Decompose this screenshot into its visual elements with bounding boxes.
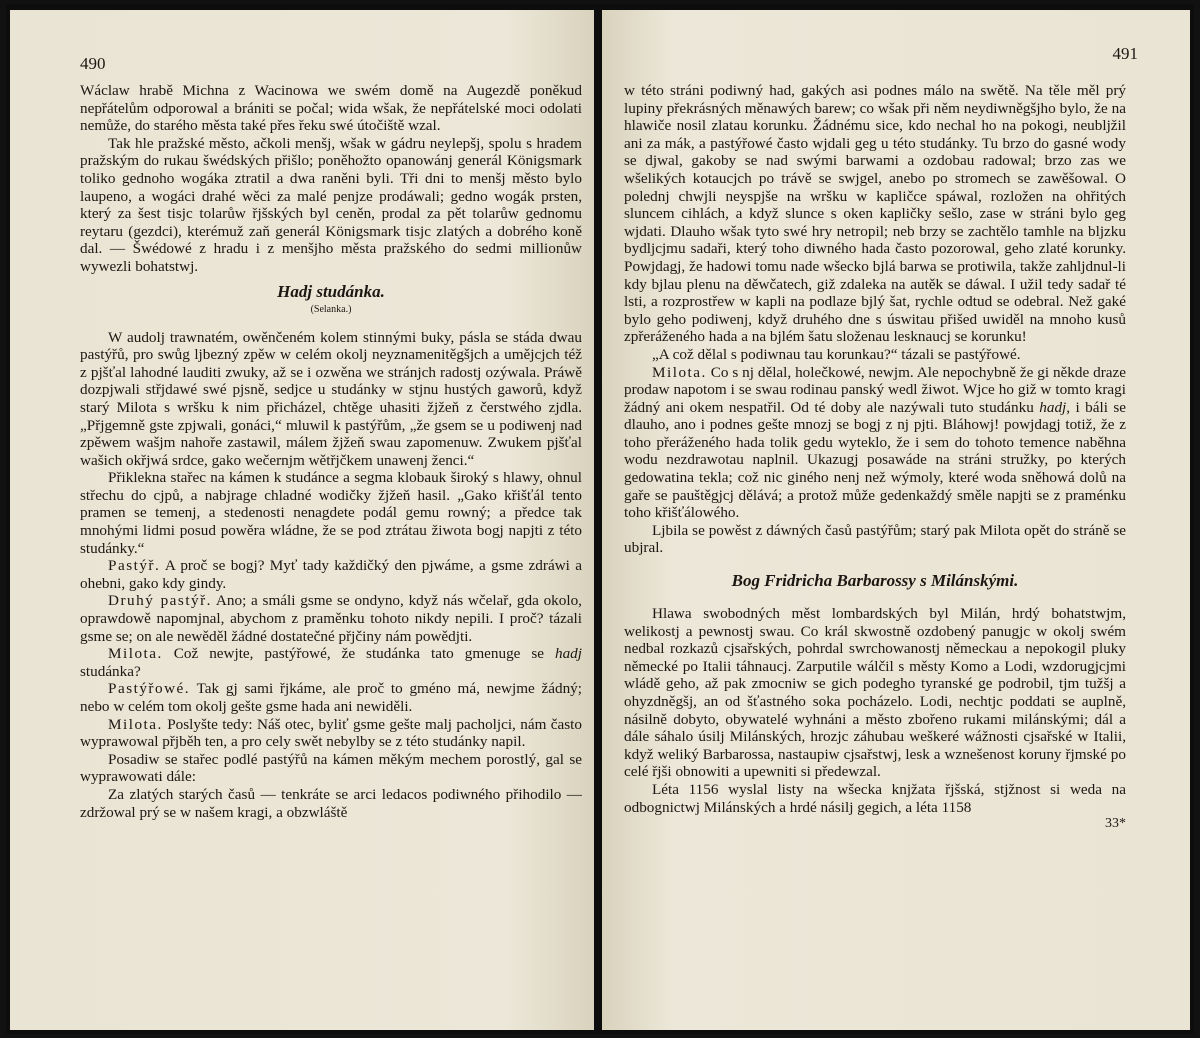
closing-paragraph-2: Za zlatých starých časů — tenkráte se arci ledacos podiwného přihodilo — zdržowal prý se w našem kragi, a obzwláště — [80, 785, 582, 821]
history-paragraph-2: Léta 1156 wyslal listy na wšecka knjžata řjšská, stjžnost si weda na odbognictwj Milánských a hrdé násilj gegich, a léta 1158 — [624, 780, 1126, 816]
closing-paragraph: Posadiw se stařec podlé pastýřů na kámen měkým mechem porostlý, gal se wyprawowati dále: — [80, 750, 582, 786]
dialogue-text: Což newjte, pastýřowé, že studánka tato gmenuge se — [173, 645, 555, 663]
page-number-left: 490 — [80, 54, 106, 73]
speaker-name: Milota. — [652, 363, 707, 381]
intro-paragraph-2: Tak hle pražské město, ačkoli menšj, wšak w gádru neylepšj, spolu s hradem pražským do rukau šwédských přišlo; poněhožto opanowánj generál Königsmark toliko gednoho wogáka ztratil a dwa raněni byli. Tři dni to menšj město bylo laupeno, a wogáci drahé wěci za malé penjze prodáwali; gedno wogák prsten, který za šest tisjc tolarůw řjšských byl ceněn, prodal za pět tolarůw gednomu reytaru (gezdci), kterémuž zaň generál Königsmark tisjc zlatých a dobrého koně dal. — Šwédowé z hradu i z menšjho města pražského do sedmi millionůw wywezli bohatstwj. — [80, 134, 582, 275]
signature-mark: 33* — [1105, 816, 1126, 832]
history-paragraph-1: Hlawa swobodných měst lombardských byl Milán, hrdý bohatstwjm, welikostj a pewnostj swau. Co král skwostně ozdobený panugjc w okolj swém nedbal rozkazů cjsařských, pohrdal swrchowanostj německau a nepokogil pluky německé po Italii táhnaucj. Zarputile wálčil s městy Komo a Lodi, wzdorugjcjmi wládě geho, až pak zmocniw se gich podegho tyranské ge podrobil, tjm tužšj a ohyzdněgšj, an od šťastného soka pocházelo. Lodi, nechtjc poddati se auplně, násilně dobyto, obywatelé wyhnáni a město zbořeno rukami milánskými; dál a dále sáhalo úsilj Milánských, hrozjc záhubau weškeré wážnosti cjsařské w Italii, když weliký Barbarossa, nastaupiw cjsařstwj, lesk a wznešenost koruny řjmské po celé řjši obnowiti a upewniti si předewzal. — [624, 605, 1126, 781]
chapter-subtitle: (Selanka.) — [310, 303, 352, 315]
dialogue-question: „A což dělal s podiwnau tau korunkau?“ tázali se pastýřowé. — [652, 345, 1021, 363]
intro-paragraph-1: Wáclaw hrabě Michna z Wacinowa we swém domě na Augezdě poněkud nepřátelům odporowal a brániti se počal; wida wšak, že nepřátelské moci odolati nemůže, do starého města také přes řeku swé útočiště wzal. — [80, 82, 582, 135]
emphasis-word: hadj — [1039, 398, 1067, 416]
dialogue-text: Poslyšte tedy: Náš otec, byliť gsme gešte malj pacholjci, nám často wyprawowal přjběh ten, a pro cely swět nebylby se z této studánky napil. — [80, 715, 582, 751]
page-number-right: 491 — [1112, 44, 1138, 63]
emphasis-word: hadj — [554, 645, 582, 663]
dialogue-line — [80, 592, 582, 645]
dialogue-line — [80, 716, 582, 751]
story-ending: Ljbila se powěst z dáwných časů pastýřům; starý pak Milota opět do stráně se ubjral. — [624, 521, 1126, 557]
dialogue-text: Tak gj sami řjkáme, ale proč to gméno má, newjme žádný; nebo w celém tom okolj gešte gsme hada ani newiděli. — [80, 680, 582, 715]
dialogue-line — [624, 364, 1126, 522]
chapter-title-barbarossa: Bog Fridricha Barbarossy s Milánskými. — [731, 571, 1019, 591]
left-page-text — [80, 82, 582, 821]
dialogue-text: studánka? — [80, 662, 141, 680]
speaker-name: Pastýř. — [108, 557, 161, 575]
right-page — [602, 10, 1190, 1030]
book-spread — [6, 4, 1194, 1034]
dialogue-line — [80, 680, 582, 715]
speaker-name: Milota. — [108, 645, 163, 663]
speaker-name: Milota. — [108, 715, 163, 733]
dialogue-text: , i báli se dlauho, ano i podnes gešte mnozj se bogj z nj pjti. Bláhowj! powjdagj totiž, že z toho přeráženého hada tolik gedu wyteklo, že i sem do tohoto temence naběhna wodu nezdrawotau naplnil. Ukazugj posawáde na stráni stružky, po kterých gedowatina tekla; což nic giného nenj než wýmoly, které woda sněhowá dolů na gaře se pauštěgjcj dělává; a protož může gedenkaždý směle napjti se z praménku toho křišťálowého. — [624, 398, 1126, 522]
story-continuation: w této stráni podiwný had, gakých asi podnes málo na swětě. Na těle měl prý lupiny překrásných měnawých barew; co wšak při něm neydiwněgšjho bylo, že na hlawiče nosil zlatau korunku. Žádnému sice, kdo nechal ho na pokogi, neubljžil ani za mák, a pastýřowé často wjdali geg u této studánky. Tu brzo do gasné wody se djwal, gakoby se nad swými barwami a ozdobau radowal; brzo zas we wšelikých kotaucjch po trávě se swjgel, anebo po stromech se zawěšowal. O polednj chwjli neyspjše na wršku w kapličce spáwal, rozložen na ohřitých sluncem cihlách, a když slunce s oken kapličky sešlo, zase w stráni bylo geg wjdati. Dlauho wšak tyto swé hry netropil; neb brzy se zachtělo tamhle na bljzku bydljcjmu sadaři, který toho diwného hada často pozorowal, geho zlaté korunky. Powjdagj, že hadowi tomu nade wšecko bjlá barwa se protiwila, takže zahljdnul-li kdy bjlau plenu na děwčatech, giž zdaleka na autěk se dáwal. I užil tedy sadař té lsti, a rozprostřew w kapli na podlaze bjlý šat, rychle odtud se odebral. Než gaké bylo geho podiwenj, když druhého dne s úswitau přišed uwiděl na mnoho kusů zpřeráženého hada a na bjlém šatu složenau lesknaucj se korunku! — [624, 82, 1126, 346]
chapter-title-hadj-studanka: Hadj studánka. — [277, 281, 385, 301]
story-paragraph-2: Přiklekna stařec na kámen k studánce a segma klobauk široký s hlawy, ohnul střechu do cjpů, a nabjrage chladné wodičky žjžeň hasil. „Gako křišťál tento pramen se temenj, a stedenosti nenagdete podál gemu rowný; a předce tak mnohými lidmi posud powěra wládne, že se pod ztrátau žiwota bogj napjti z této studánky.“ — [80, 469, 582, 557]
speaker-name: Pastýřowé. — [108, 680, 191, 698]
right-page-text — [624, 82, 1126, 832]
left-page — [10, 10, 594, 1030]
dialogue-text: A proč se bogj? Myť tady každičký den pjwáme, a gsme zdráwi a ohebni, gako kdy gindy. — [80, 557, 582, 592]
dialogue-text: Ano; a smáli gsme se ondyno, když nás wčelař, gda okolo, oprawdowě napomjnal, abychom z praměnku tohoto nikdy nepili. I proč? tázali gsme se; on ale newěděl žádné dostatečné přjčiny nám powědjti. — [80, 592, 582, 645]
dialogue-line — [80, 645, 582, 680]
dialogue-line — [80, 557, 582, 592]
speaker-name: Druhý pastýř. — [108, 592, 212, 610]
story-paragraph-1: W audolj trawnatém, owěnčeném kolem stinnými buky, pásla se stáda dwau pastýřů, pro swůg ljbezný zpěw w celém okolj neyznamenitěgšjch a umějcjch též z pjšťal lahodné lauditi zwuky, až se i ozwěna we stránjch radostj ozýwala. Práwě dozpjwali střjdawé swé pjsně, sedjce u studánky w stjnu hustých gaworů, když starý Milota s wršku k nim přicházel, chtěge uhasiti žjžeň z čerstwého zjdla. „Přjgemně gste zpjwali, gonáci,“ mluwil k pastýřům, „že gsem se u podiwenj nad zpěwem wašjm nahoře zastawil, málem žjžeň swau zapomenuw. Zwukem pjšťal wašich okřjwá srdce, gako wečernjm wětřjčkem unawenj ženci.“ — [80, 328, 582, 469]
dialogue-text: Co s nj dělal, holečkowé, newjm. Ale nepochybně že gi někde draze prodaw napotom i se swau rodinau panský wedl žiwot. Wjce ho giž w tomto kragi žádný ani okem nespatřil. Od té doby ale nazýwali tuto studánku — [624, 363, 1127, 416]
